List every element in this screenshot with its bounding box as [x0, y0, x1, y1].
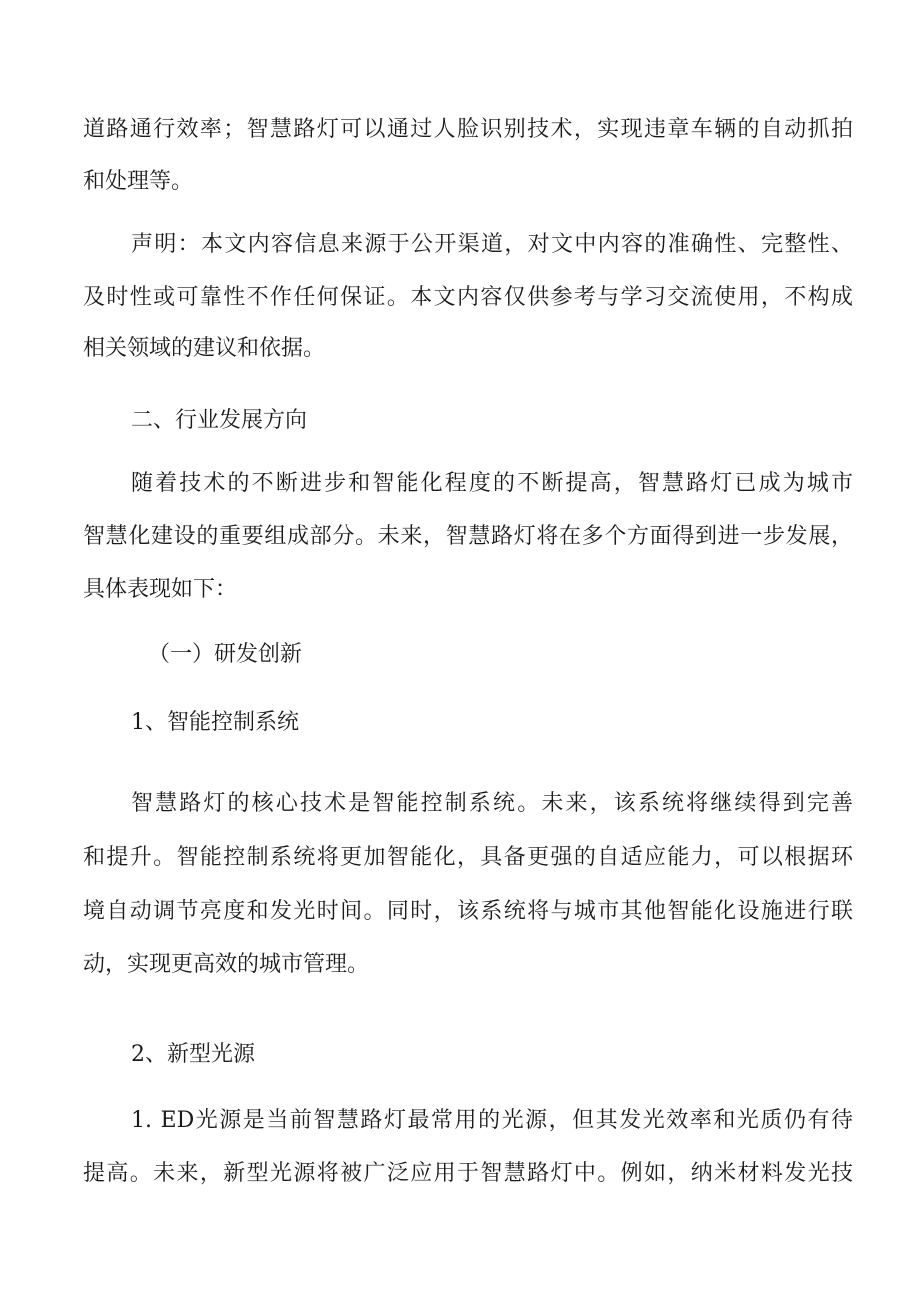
disclaimer-line-3: 相关领域的建议和依据。: [83, 336, 326, 361]
paragraph-4-line-1: 智慧路灯的核心技术是智能控制系统。未来，该系统将继续得到完善: [131, 791, 853, 816]
item-heading-2: 2、新型光源: [131, 1042, 255, 1067]
paragraph-3-line-2: 智慧化建设的重要组成部分。未来，智慧路灯将在多个方面得到进一步发展，: [83, 524, 853, 549]
paragraph-4-line-2: 和提升。智能控制系统将更加智能化，具备更强的自适应能力，可以根据环: [83, 845, 853, 870]
section-heading: 二、行业发展方向: [131, 408, 308, 433]
paragraph-5-line-2: 提高。未来，新型光源将被广泛应用于智慧路灯中。例如，纳米材料发光技: [83, 1161, 853, 1186]
paragraph-5-line-1: 1. ED光源是当前智慧路灯最常用的光源，但其发光效率和光质仍有待: [131, 1108, 853, 1133]
disclaimer-line-2: 及时性或可靠性不作任何保证。本文内容仅供参考与学习交流使用，不构成: [83, 285, 853, 310]
subsection-heading: （一）研发创新: [148, 642, 303, 667]
paragraph-4-line-3: 境自动调节亮度和发光时间。同时，该系统将与城市其他智能化设施进行联: [83, 899, 853, 924]
paragraph-4-line-4: 动，实现更高效的城市管理。: [83, 952, 370, 977]
item-heading-1: 1、智能控制系统: [131, 710, 299, 735]
paragraph-1-line-1: 道路通行效率；智慧路灯可以通过人脸识别技术，实现违章车辆的自动抓拍: [83, 117, 853, 142]
paragraph-3-line-1: 随着技术的不断进步和智能化程度的不断提高，智慧路灯已成为城市: [131, 471, 853, 496]
paragraph-3-line-3: 具体表现如下：: [83, 577, 238, 602]
paragraph-1-line-2: 和处理等。: [83, 169, 194, 194]
disclaimer-line-1: 声明：本文内容信息来源于公开渠道，对文中内容的准确性、完整性、: [131, 232, 853, 257]
